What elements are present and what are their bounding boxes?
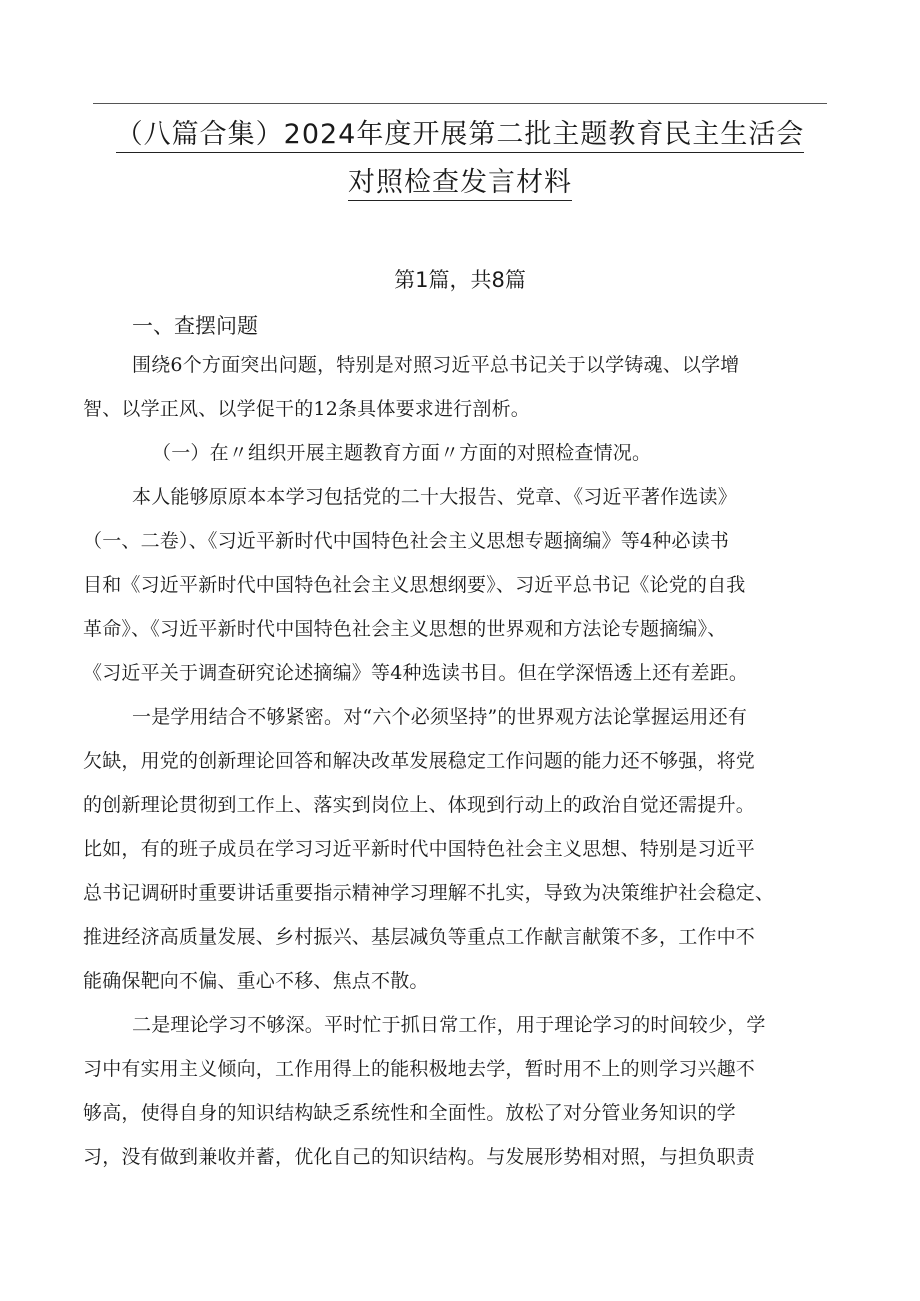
body-line: 欠缺，用党的创新理论回答和解决改革发展稳定工作问题的能力还不够强，将党 [83, 750, 756, 772]
body-line: （一）在〃组织开展主题教育方面〃方面的对照检查情况。 [152, 442, 652, 464]
body-line: 够高，使得自身的知识结构缺乏系统性和全面性。放松了对分管业务知识的学 [83, 1102, 736, 1124]
header-rule [93, 103, 827, 104]
body-line: 本人能够原原本本学习包括党的二十大报告、党章、《习近平著作选读》 [132, 486, 737, 508]
part-label: 第1篇，共8篇 [394, 268, 526, 292]
body-line: 的创新理论贯彻到工作上、落实到岗位上、体现到行动上的政治自觉还需提升。 [83, 794, 756, 816]
document-title-line-1: （八篇合集）2024年度开展第二批主题教育民主生活会 [60, 115, 860, 155]
body-line: （一、二卷）、《习近平新时代中国特色社会主义思想专题摘编》等4种必读书 [83, 530, 730, 552]
section-heading: 一、查摆问题 [132, 314, 258, 338]
body-line: 比如，有的班子成员在学习习近平新时代中国特色社会主义思想、特别是习近平 [83, 838, 756, 860]
body-line: 习中有实用主义倾向，工作用得上的能积极地去学，暂时用不上的则学习兴趣不 [83, 1058, 756, 1080]
body-line: 智、以学正风、以学促干的12条具体要求进行剖析。 [83, 398, 530, 420]
body-line: 目和《习近平新时代中国特色社会主义思想纲要》、习近平总书记《论党的自我 [83, 574, 746, 596]
body-line: 革命》、《习近平新时代中国特色社会主义思想的世界观和方法论专题摘编》、 [83, 618, 727, 640]
body-line: 能确保靶向不偏、重心不移、焦点不散。 [83, 970, 429, 992]
body-line: 总书记调研时重要讲话重要指示精神学习理解不扎实，导致为决策维护社会稳定、 [83, 882, 775, 904]
body-line: 一是学用结合不够紧密。对“六个必须坚持”的世界观方法论掌握运用还有 [132, 706, 748, 728]
body-line: 习，没有做到兼收并蓄，优化自己的知识结构。与发展形势相对照，与担负职责 [83, 1146, 756, 1168]
body-line: 《习近平关于调查研究论述摘编》等4种选读书目。但在学深悟透上还有差距。 [83, 662, 749, 684]
document-title-line-2: 对照检查发言材料 [60, 163, 860, 203]
body-line: 围绕6个方面突出问题，特别是对照习近平总书记关于以学铸魂、以学增 [132, 354, 740, 376]
body-line: 二是理论学习不够深。平时忙于抓日常工作，用于理论学习的时间较少，学 [132, 1014, 766, 1036]
body-line: 推进经济高质量发展、乡村振兴、基层减负等重点工作献言献策不多，工作中不 [83, 926, 756, 948]
